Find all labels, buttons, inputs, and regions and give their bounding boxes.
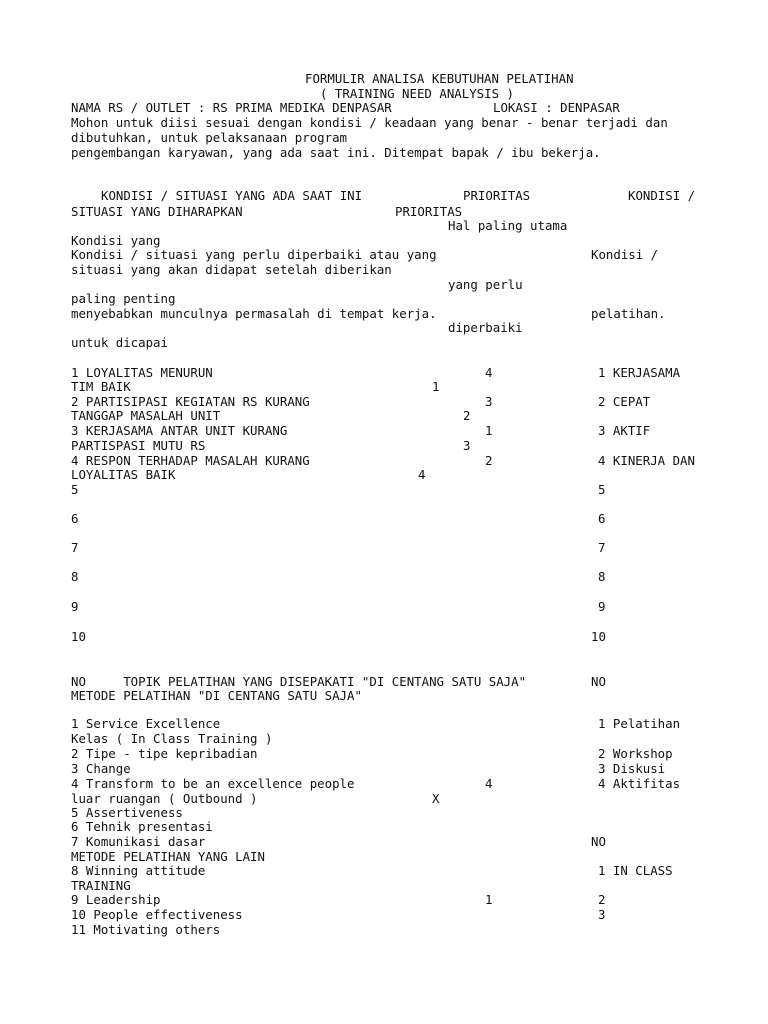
text-line: ( TRAINING NEED ANALYSIS ) [320,86,514,101]
text-line: 2 [485,453,493,468]
text-line: PRIORITAS [395,204,463,219]
text-line: 4 KINERJA DAN [598,453,695,468]
text-line: pengembangan karyawan, yang ada saat ini. Ditempat bapak / ibu bekerja. [71,145,601,160]
text-line: NO [591,834,606,849]
text-line: PARTISPASI MUTU RS [71,438,206,453]
text-line: 1 [485,423,493,438]
text-line: 2 PARTISIPASI KEGIATAN RS KURANG [71,394,310,409]
text-line: 1 [485,892,493,907]
text-line: situasi yang akan didapat setelah diberikan [71,262,392,277]
text-line: 5 [71,482,79,497]
text-line: 1 IN CLASS [598,863,673,878]
text-line: METODE PELATIHAN YANG LAIN [71,849,265,864]
text-line: 10 [71,629,86,644]
text-line: paling penting [71,291,176,306]
text-line: 5 [598,482,606,497]
text-line: yang perlu [448,277,523,292]
text-line: TANGGAP MASALAH UNIT [71,408,221,423]
text-line: 3 [485,394,493,409]
text-line: TIM BAIK [71,379,131,394]
text-line: 4 Transform to be an excellence people [71,776,355,791]
text-line: 4 RESPON TERHADAP MASALAH KURANG [71,453,310,468]
text-line: Kondisi / [591,247,659,262]
text-line: 8 [71,569,79,584]
text-line: 1 Pelatihan [598,716,681,731]
text-line: 3 Diskusi [598,761,666,776]
text-line: 10 People effectiveness [71,907,243,922]
text-line: menyebabkan munculnya permasalah di tempat kerja. [71,306,437,321]
text-line: 11 Motivating others [71,922,221,937]
text-line: 2 [598,892,606,907]
text-line: 3 AKTIF [598,423,651,438]
text-line: 4 [485,365,493,380]
text-line: 6 [71,511,79,526]
text-line: 3 Change [71,761,131,776]
text-line: 4 [418,467,426,482]
text-line: 1 LOYALITAS MENURUN [71,365,213,380]
text-line: Kondisi yang [71,233,161,248]
text-line: 1 KERJASAMA [598,365,681,380]
text-line: Kelas ( In Class Training ) [71,731,273,746]
text-line: 3 [463,438,471,453]
text-line: PRIORITAS [463,188,531,203]
text-line: 9 [71,599,79,614]
text-line: Mohon untuk diisi sesuai dengan kondisi / keadaan yang benar - benar terjadi dan [71,115,668,130]
text-line: 9 [598,599,606,614]
text-line: 9 Leadership [71,892,161,907]
text-line: 2 [463,408,471,423]
text-line: 8 [598,569,606,584]
text-line: 6 [598,511,606,526]
text-line: pelatihan. [591,306,666,321]
text-line: NAMA RS / OUTLET : RS PRIMA MEDIKA DENPASAR [71,100,392,115]
text-line: 4 Aktifitas [598,776,681,791]
text-line: TRAINING [71,878,131,893]
text-line: NO [591,674,606,689]
text-line: SITUASI YANG DIHARAPKAN [71,204,243,219]
text-line: 6 Tehnik presentasi [71,819,213,834]
text-line: 4 [485,776,493,791]
text-line: NO TOPIK PELATIHAN YANG DISEPAKATI "DI CENTANG SATU SAJA" [71,674,527,689]
text-line: KONDISI / SITUASI YANG ADA SAAT INI [101,188,363,203]
text-line: 5 Assertiveness [71,805,183,820]
text-line: LOYALITAS BAIK [71,467,176,482]
text-line: 1 [432,379,440,394]
text-line: 10 [591,629,606,644]
text-line: LOKASI : DENPASAR [493,100,620,115]
text-line: X [432,791,440,806]
text-line: Kondisi / situasi yang perlu diperbaiki atau yang [71,247,437,262]
text-line: 2 Workshop [598,746,673,761]
text-line: 2 CEPAT [598,394,651,409]
text-line: dibutuhkan, untuk pelaksanaan program [71,130,348,145]
text-line: Hal paling utama [448,218,568,233]
text-line: untuk dicapai [71,335,168,350]
text-line: 7 [71,540,79,555]
text-line: 3 KERJASAMA ANTAR UNIT KURANG [71,423,288,438]
text-line: 7 Komunikasi dasar [71,834,206,849]
text-line: 1 Service Excellence [71,716,221,731]
text-line: KONDISI / [628,188,696,203]
text-line: 8 Winning attitude [71,863,206,878]
text-line: 7 [598,540,606,555]
text-line: luar ruangan ( Outbound ) [71,791,258,806]
text-line: diperbaiki [448,320,523,335]
text-line: 3 [598,907,606,922]
text-line: FORMULIR ANALISA KEBUTUHAN PELATIHAN [305,71,574,86]
text-line: METODE PELATIHAN "DI CENTANG SATU SAJA" [71,688,362,703]
text-line: 2 Tipe - tipe kepribadian [71,746,258,761]
